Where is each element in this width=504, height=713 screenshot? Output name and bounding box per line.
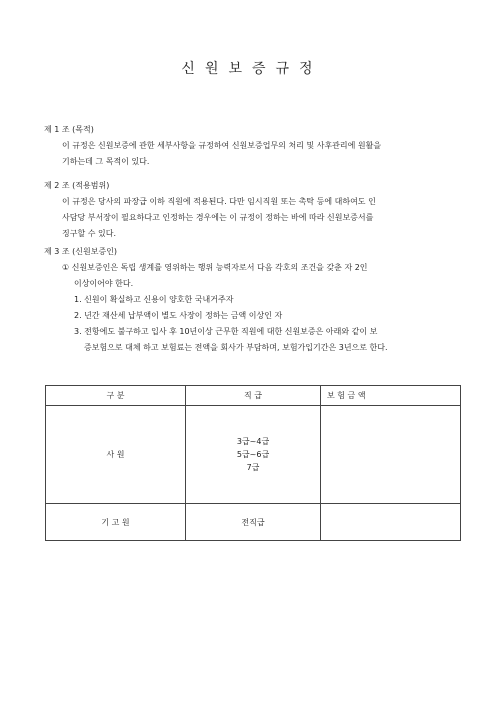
article-3-item-3: 3. 전항에도 불구하고 입사 후 10년이상 근무한 직원에 대한 신원보증은 아래와 같이 보 bbox=[74, 327, 378, 336]
cell-amount bbox=[321, 504, 461, 541]
article-1-heading: 제 1 조 (목적) bbox=[44, 125, 94, 134]
article-3-item-1: 1. 신원이 확실하고 신용이 양호한 국내거주자 bbox=[74, 295, 234, 304]
header-category: 구 분 bbox=[46, 386, 186, 406]
article-1 bbox=[44, 122, 474, 170]
article-3-heading: 제 3 조 (신원보증인) bbox=[44, 247, 118, 256]
article-3-intro-2: 이상이어야 한다. bbox=[74, 279, 134, 288]
table-row bbox=[46, 406, 461, 504]
insurance-table bbox=[45, 385, 461, 541]
article-3-intro-1: ① 신원보증인은 독립 생계를 영위하는 행위 능력자로서 다음 각호의 조건을 갖춘 자 2인 bbox=[62, 263, 368, 272]
cell-category: 사 원 bbox=[46, 406, 186, 504]
table-row bbox=[46, 504, 461, 541]
header-grade: 직 급 bbox=[186, 386, 321, 406]
cell-grades bbox=[186, 504, 321, 541]
article-1-line-2: 기하는데 그 목적이 있다. bbox=[62, 157, 150, 166]
grade-item: 5급~6급 bbox=[236, 450, 270, 459]
document-title: 신원보증규정 bbox=[181, 61, 323, 77]
article-3-item-3-cont: 증보험으로 대체 하고 보험료는 전액을 회사가 부담하며, 보험가입기간은 3년으로 한다. bbox=[84, 343, 388, 352]
table-header-row bbox=[46, 386, 461, 406]
grade-item: 7급 bbox=[246, 463, 260, 472]
header-amount: 보 험 금 액 bbox=[321, 386, 461, 406]
article-3-item-2: 2. 년간 재산세 납부액이 별도 사장이 정하는 금액 이상인 자 bbox=[74, 311, 283, 320]
article-2-heading: 제 2 조 (적용범위) bbox=[44, 181, 110, 190]
article-2-line-1: 이 규정은 당사의 파장급 이하 직원에 적용된다. 다만 임시직원 또는 촉탁 등에 대하여도 인 bbox=[62, 197, 376, 206]
article-1-line-1: 이 규정은 신원보증에 관한 세부사항을 규정하여 신원보증업무의 처리 및 사후관리에 원활을 bbox=[62, 141, 382, 150]
cell-category: 기 고 원 bbox=[46, 504, 186, 541]
cell-grades bbox=[186, 406, 321, 504]
article-2 bbox=[44, 178, 474, 242]
grade-item: 3급~4급 bbox=[236, 437, 270, 446]
article-3 bbox=[44, 244, 474, 356]
grade-item: 전직급 bbox=[241, 517, 265, 527]
article-2-line-2: 사담당 부서장이 필요하다고 인정하는 경우에는 이 규정이 정하는 바에 따라 신원보증서를 bbox=[62, 213, 374, 222]
article-2-line-3: 징구할 수 있다. bbox=[62, 229, 116, 238]
cell-amount bbox=[321, 406, 461, 504]
